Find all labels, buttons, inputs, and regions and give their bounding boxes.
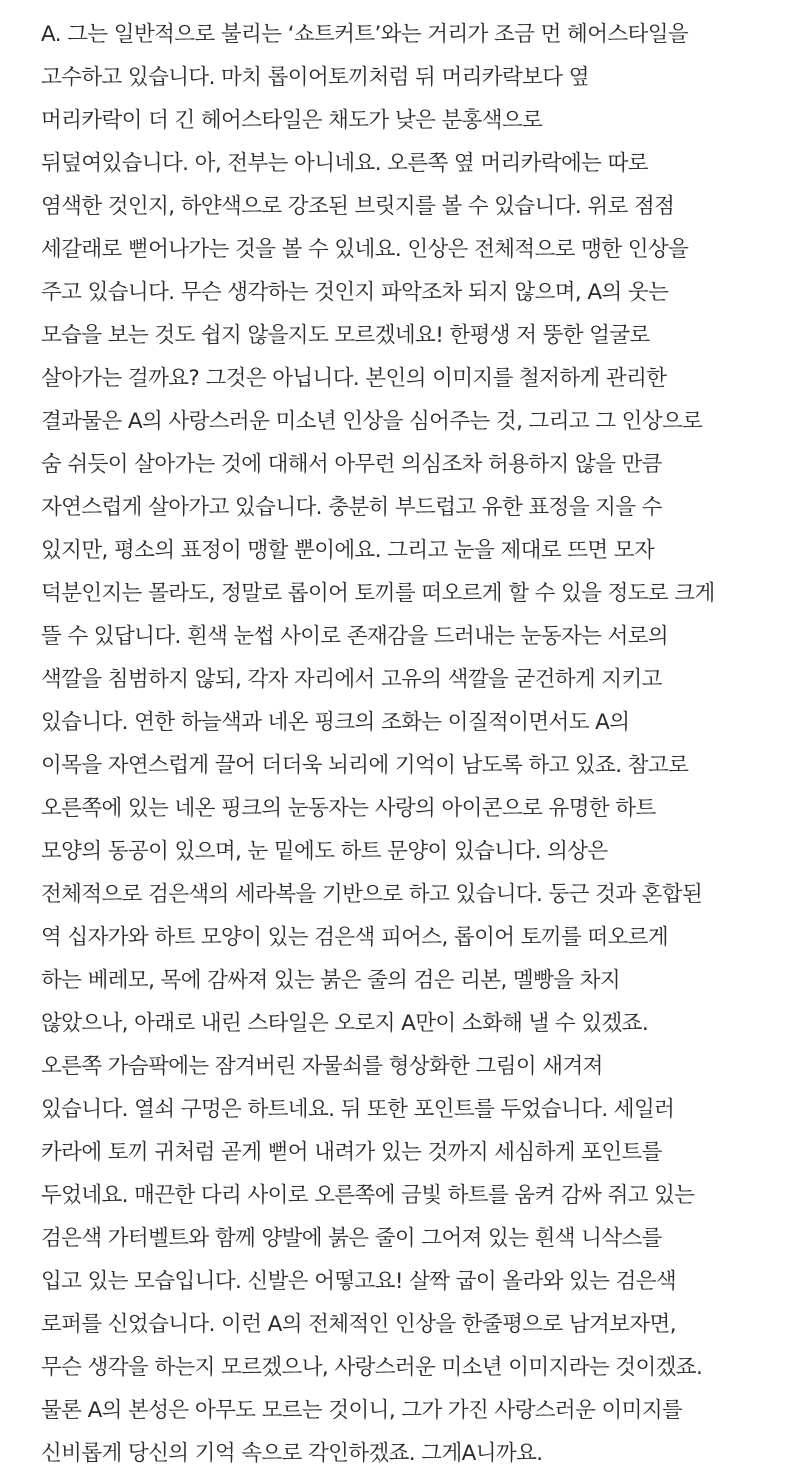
text-line-21: 전체적으로 검은색의 세라복을 기반으로 하고 있습니다. 둥근 것과 혼합된 <box>41 882 703 907</box>
text-line-14: 덕분인지는 몰라도, 정말로 롭이어 토끼를 떠오르게 할 수 있을 정도로 크게 <box>41 581 715 606</box>
text-line-27: 카라에 토끼 귀처럼 곧게 뻗어 내려가 있는 것까지 세심하게 포인트를 <box>41 1140 662 1165</box>
text-line-9: 살아가는 걸까요? 그것은 아닙니다. 본인의 이미지를 철저하게 관리한 <box>41 366 667 391</box>
text-line-28: 두었네요. 매끈한 다리 사이로 오른쪽에 금빛 하트를 움켜 감싸 쥐고 있는 <box>41 1183 695 1208</box>
text-line-18: 이목을 자연스럽게 끌어 더더욱 뇌리에 기억이 남도록 하고 있죠. 참고로 <box>41 753 689 778</box>
text-line-32: 무슨 생각을 하는지 모르겠으나, 사랑스러운 미소년 이미지라는 것이겠죠. <box>41 1355 703 1380</box>
text-line-24: 않았으나, 아래로 내린 스타일은 오로지 A만이 소화해 낼 수 있겠죠. <box>41 1011 649 1036</box>
text-line-16: 색깔을 침범하지 않되, 각자 자리에서 고유의 색깔을 굳건하게 지키고 <box>41 667 662 692</box>
text-line-3: 머리카락이 더 긴 헤어스타일은 채도가 낮은 분홍색으로 <box>41 108 543 133</box>
text-line-10: 결과물은 A의 사랑스러운 미소년 인상을 심어주는 것, 그리고 그 인상으로 <box>41 409 703 434</box>
text-line-1: A. 그는 일반적으로 불리는 ‘쇼트커트’와는 거리가 조금 먼 헤어스타일을 <box>41 22 689 47</box>
text-line-19: 오른쪽에 있는 네온 핑크의 눈동자는 사랑의 아이콘으로 유명한 하트 <box>41 796 656 821</box>
text-line-25: 오른쪽 가슴팍에는 잠겨버린 자물쇠를 형상화한 그림이 새겨져 <box>41 1054 603 1079</box>
text-line-5: 염색한 것인지, 하얀색으로 강조된 브릿지를 볼 수 있습니다. 위로 점점 <box>41 194 675 219</box>
text-line-4: 뒤덮여있습니다. 아, 전부는 아니네요. 오른쪽 옆 머리카락에는 따로 <box>41 151 648 176</box>
text-line-8: 모습을 보는 것도 쉽지 않을지도 모르겠네요! 한평생 저 뚱한 얼굴로 <box>41 323 650 348</box>
text-line-23: 하는 베레모, 목에 감싸져 있는 붉은 줄의 검은 리본, 멜빵을 차지 <box>41 968 621 993</box>
text-line-7: 주고 있습니다. 무슨 생각하는 것인지 파악조차 되지 않으며, A의 웃는 <box>41 280 669 305</box>
text-line-26: 있습니다. 열쇠 구멍은 하트네요. 뒤 또한 포인트를 두었습니다. 세일러 <box>41 1097 675 1122</box>
text-line-2: 고수하고 있습니다. 마치 롭이어토끼처럼 뒤 머리카락보다 옆 <box>41 65 589 90</box>
text-line-15: 뜰 수 있답니다. 흰색 눈썹 사이로 존재감을 드러내는 눈동자는 서로의 <box>41 624 669 649</box>
text-line-17: 있습니다. 연한 하늘색과 네온 핑크의 조화는 이질적이면서도 A의 <box>41 710 630 735</box>
text-line-13: 있지만, 평소의 표정이 맹할 뿐이에요. 그리고 눈을 제대로 뜨면 모자 <box>41 538 655 563</box>
text-line-34: 신비롭게 당신의 기억 속으로 각인하겠죠. 그게A니까요. <box>41 1441 543 1466</box>
text-line-12: 자연스럽게 살아가고 있습니다. 충분히 부드럽고 유한 표정을 지을 수 <box>41 495 662 520</box>
text-line-30: 입고 있는 모습입니다. 신발은 어떻고요! 살짝 굽이 올라와 있는 검은색 <box>41 1269 677 1294</box>
text-line-6: 세갈래로 뻗어나가는 것을 볼 수 있네요. 인상은 전체적으로 맹한 인상을 <box>41 237 689 262</box>
text-line-11: 숨 쉬듯이 살아가는 것에 대해서 아무런 의심조차 허용하지 않을 만큼 <box>41 452 662 477</box>
text-line-33: 물론 A의 본성은 아무도 모르는 것이니, 그가 가진 사랑스러운 이미지를 <box>41 1398 683 1423</box>
text-line-31: 로퍼를 신었습니다. 이런 A의 전체적인 인상을 한줄평으로 남겨보자면, <box>41 1312 676 1337</box>
text-line-29: 검은색 가터벨트와 함께 양발에 붉은 줄이 그어져 있는 흰색 니삭스를 <box>41 1226 662 1251</box>
text-line-22: 역 십자가와 하트 모양이 있는 검은색 피어스, 롭이어 토끼를 떠오르게 <box>41 925 669 950</box>
text-line-20: 모양의 동공이 있으며, 눈 밑에도 하트 문양이 있습니다. 의상은 <box>41 839 608 864</box>
